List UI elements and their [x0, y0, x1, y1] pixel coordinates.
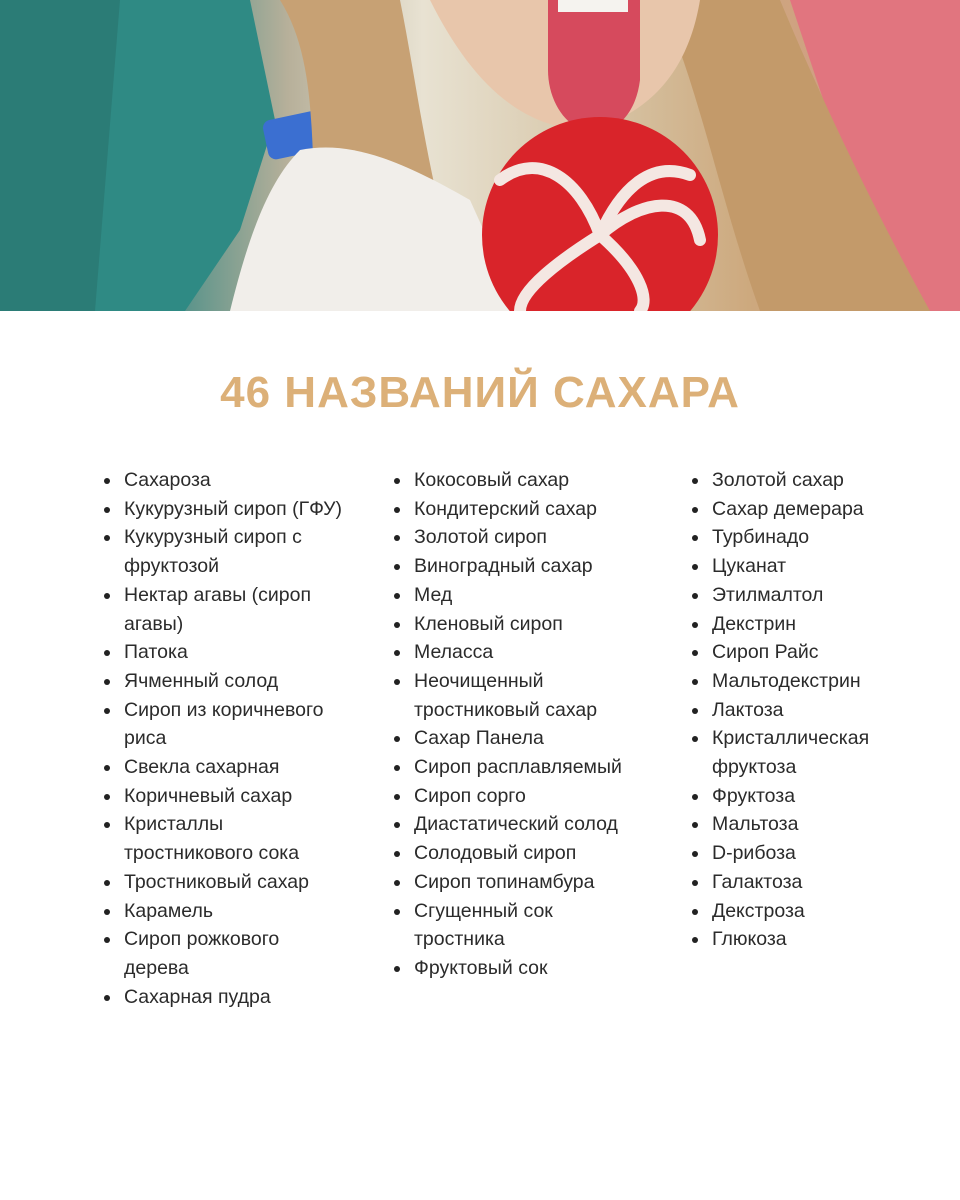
- list-item: Карамель: [124, 897, 349, 926]
- list-item: Сахар демерара: [712, 495, 922, 524]
- list-item: Глюкоза: [712, 925, 922, 954]
- list-item: Виноградный сахар: [414, 552, 639, 581]
- list-item: Сахар Панела: [414, 724, 639, 753]
- list-item: Ячменный солод: [124, 667, 349, 696]
- list-item: Золотой сироп: [414, 523, 639, 552]
- header-photo: [0, 0, 960, 311]
- list-item: Турбинадо: [712, 523, 922, 552]
- list-item: Диастатический солод: [414, 810, 639, 839]
- list-item: Кленовый сироп: [414, 610, 639, 639]
- list-item: Галактоза: [712, 868, 922, 897]
- list-item: Патока: [124, 638, 349, 667]
- list-item: Кристаллы тростникового сока: [124, 810, 349, 867]
- list-item: Тростниковый сахар: [124, 868, 349, 897]
- list-item: Мальтодекстрин: [712, 667, 922, 696]
- list-item: Сгущенный сок тростника: [414, 897, 639, 954]
- list-item: Нектар агавы (сироп агавы): [124, 581, 349, 638]
- list-item: Мальтоза: [712, 810, 922, 839]
- list-item: Кристаллическая фруктоза: [712, 724, 922, 781]
- page-title: 46 НАЗВАНИЙ САХАРА: [220, 368, 740, 417]
- list-item: Коричневый сахар: [124, 782, 349, 811]
- lollipop-photo-illustration: [0, 0, 960, 311]
- list-item: Золотой сахар: [712, 466, 922, 495]
- list-item: Лактоза: [712, 696, 922, 725]
- list-item: Сироп из коричневого риса: [124, 696, 349, 753]
- list-item: Солодовый сироп: [414, 839, 639, 868]
- list-item: Цуканат: [712, 552, 922, 581]
- sugar-list-column-1: [124, 466, 349, 1011]
- list-item: Сироп топинамбура: [414, 868, 639, 897]
- list-item: Фруктовый сок: [414, 954, 639, 983]
- list-item: Кокосовый сахар: [414, 466, 639, 495]
- list-item: Сироп сорго: [414, 782, 639, 811]
- list-item: Сироп Райс: [712, 638, 922, 667]
- sugar-list-column-3: [712, 466, 922, 954]
- list-item: Кондитерский сахар: [414, 495, 639, 524]
- list-item: Кукурузный сироп (ГФУ): [124, 495, 349, 524]
- list-item: Мед: [414, 581, 639, 610]
- list-item: Свекла сахарная: [124, 753, 349, 782]
- list-item: Этилмалтол: [712, 581, 922, 610]
- list-item: Сахарная пудра: [124, 983, 349, 1012]
- list-item: Декстрин: [712, 610, 922, 639]
- list-item: Сироп расплавляемый: [414, 753, 639, 782]
- list-item: Фруктоза: [712, 782, 922, 811]
- list-item: Кукурузный сироп с фруктозой: [124, 523, 349, 580]
- list-item: Сахароза: [124, 466, 349, 495]
- sugar-list-column-2: [414, 466, 639, 983]
- list-item: Неочищенный тростниковый сахар: [414, 667, 639, 724]
- list-item: Декстроза: [712, 897, 922, 926]
- list-item: Сироп рожкового дерева: [124, 925, 349, 982]
- list-item: Меласса: [414, 638, 639, 667]
- list-item: D-рибоза: [712, 839, 922, 868]
